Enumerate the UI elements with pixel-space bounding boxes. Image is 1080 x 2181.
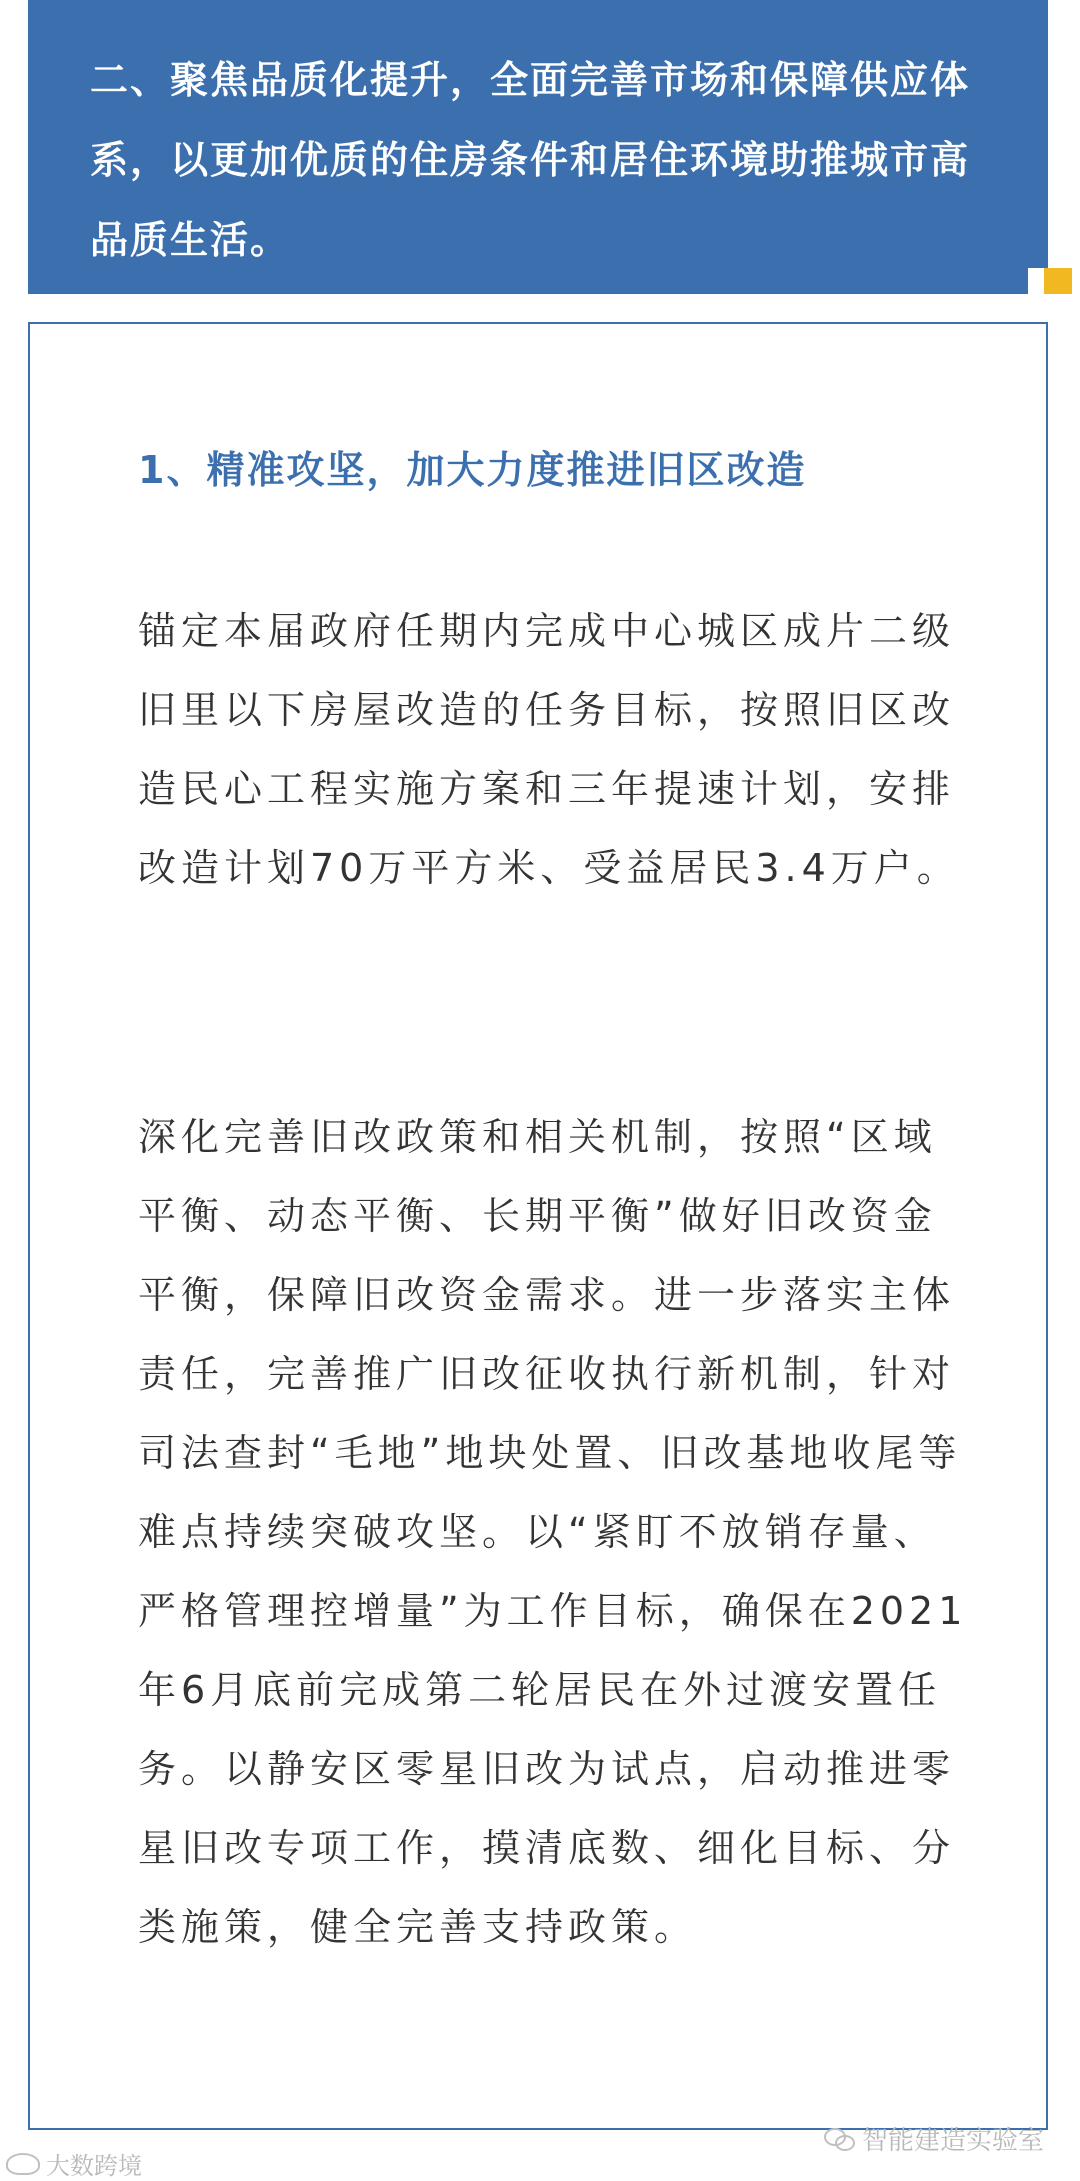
wechat-icon bbox=[824, 2128, 854, 2150]
watermark-left-text: 大数跨境 bbox=[46, 2152, 142, 2180]
corner-accent-gap bbox=[1028, 268, 1044, 294]
header-banner bbox=[28, 0, 1048, 294]
section-heading: 1、精准攻坚，加大力度推进旧区改造 bbox=[138, 448, 807, 492]
watermark-right-text: 智能建造实验室 bbox=[861, 2126, 1044, 2156]
paragraph-2: 深化完善旧改政策和相关机制，按照“区域平衡、动态平衡、长期平衡”做好旧改资金平衡，保障旧改资金需求。进一步落实主体责任，完善推广旧改征收执行新机制，针对司法查封“毛地”地块处置、旧改基地收尾等难点持续突破攻坚。以“紧盯不放销存量、严格管理控增量”为工作目标，确保在2021年6月底前完成第二轮居民在外过渡安置任务。以静安区零星旧改为试点，启动推进零星旧改专项工作，摸清底数、细化目标、分类施策，健全完善支持政策。 bbox=[138, 1115, 968, 1949]
watermark-left bbox=[6, 2146, 142, 2181]
weibo-icon bbox=[6, 2153, 40, 2175]
watermark-right bbox=[824, 2120, 1044, 2157]
header-title: 二、聚焦品质化提升，全面完善市场和保障供应体系，以更加优质的住房条件和居住环境助推城市高品质生活。 bbox=[90, 58, 971, 262]
content-box bbox=[28, 322, 1048, 2130]
paragraph-1: 锚定本届政府任期内完成中心城区成片二级旧里以下房屋改造的任务目标，按照旧区改造民心工程实施方案和三年提速计划，安排改造计划70万平方米、受益居民3.4万户。 bbox=[138, 609, 960, 890]
